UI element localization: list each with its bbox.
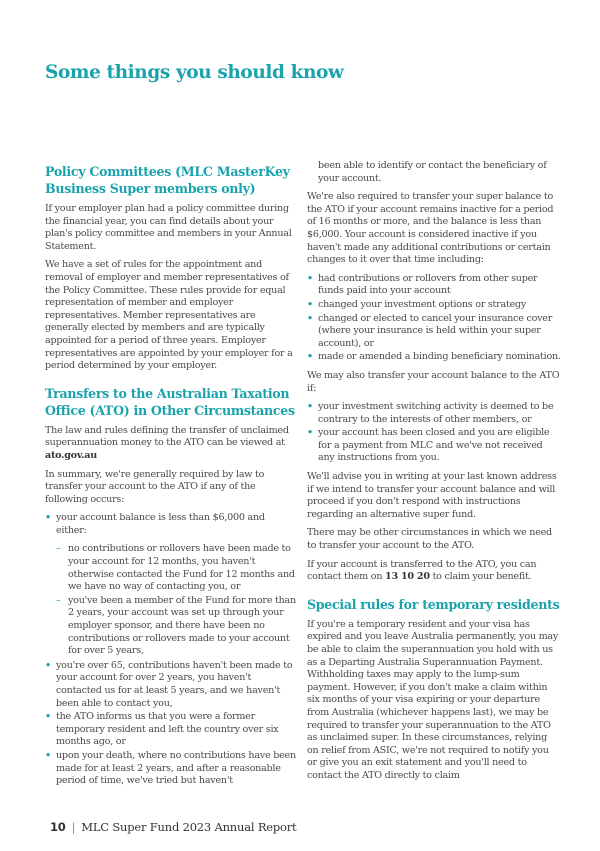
footer-separator: | — [71, 820, 76, 834]
ato-transfers-section — [45, 385, 297, 788]
right-column — [307, 160, 561, 789]
ato-transfers-heading: Transfers to the Australian Taxation Office (ATO) in Other Circumstances — [45, 385, 295, 418]
sub-list-item — [45, 595, 297, 658]
bullet-icon: • — [307, 272, 313, 284]
ato-phone-number: 13 10 20 — [385, 571, 430, 583]
inactive-paragraph: We're also required to transfer your super balance to the ATO if your account remains inactive for a period of 16 months or more, and the balance is less than $6,000. Your account is considered inactive if you haven't made any additional contributions or certain changes to it over that time including: — [307, 191, 554, 266]
sub-list-item — [45, 543, 297, 593]
ato-summary-paragraph: In summary, we're generally required by law to transfer your account to the ATO if any of the following occurs: — [45, 468, 265, 505]
bullet-icon: • — [45, 659, 51, 671]
list-item — [45, 512, 297, 658]
list-item-text: your investment switching activity is deemed to be contrary to the interests of other members, or — [318, 401, 554, 425]
contact-text-end: to claim your benefit. — [429, 571, 532, 583]
bullet-icon: • — [307, 401, 313, 413]
list-item — [307, 299, 561, 312]
sub-list-item-text: you've been a member of the Fund for more than 2 years, your account was set up through your employer sponsor, and there have been no contributions or rollovers made to your account for over 5 years, — [68, 594, 296, 657]
policy-committees-section — [45, 163, 297, 373]
bullet-icon: • — [307, 351, 313, 363]
list-item — [307, 351, 561, 364]
list-item-text: you're over 65, contributions haven't been made to your account for over 2 years, you haven't contacted us for at least 5 years, and we haven't been able to contact you, — [56, 659, 293, 709]
ato-website-link[interactable]: ato.gov.au — [45, 449, 97, 461]
may-transfer-paragraph: We may also transfer your account balance to the ATO if: — [307, 369, 560, 394]
other-circumstances-paragraph: There may be other circumstances in which we need to transfer your account to the ATO. — [307, 527, 552, 552]
list-item — [307, 273, 561, 298]
policy-paragraph-1: If your employer plan had a policy committee during the financial year, you can find details about your plan's policy committee and members in your Annual Statement. — [45, 203, 292, 252]
list-item — [307, 427, 561, 465]
inactive-changes-list — [307, 273, 561, 364]
bullet-icon: • — [307, 298, 313, 310]
ato-law-text: The law and rules defining the transfer of unclaimed superannuation money to the ATO can be viewed at — [45, 424, 289, 449]
list-item-text: the ATO informs us that you were a former temporary resident and left the country over six months ago, or — [56, 711, 279, 748]
temporary-residents-heading: Special rules for temporary residents — [307, 596, 560, 612]
bullet-continuation: been able to identify or contact the beneficiary of your account. — [318, 160, 547, 184]
page-number: 10 — [50, 820, 66, 834]
list-item-text: changed your investment options or strategy — [318, 298, 527, 310]
list-item-text: your account balance is less than $6,000 and either: — [56, 512, 265, 536]
list-item — [307, 401, 561, 426]
policy-committees-heading: Policy Committees (MLC MasterKey Business Super members only) — [45, 164, 290, 196]
bullet-icon: • — [307, 312, 313, 324]
temporary-residents-section — [307, 596, 561, 783]
ato-conditions-list — [45, 512, 297, 787]
ato-sub-conditions-list — [45, 543, 297, 657]
contact-ato-paragraph — [307, 559, 561, 584]
advise-paragraph: We'll advise you in writing at your last known address if we intend to transfer your account balance and will proceed if you don't respond with instructions regarding an alternative super fund. — [307, 471, 557, 520]
list-item-text: upon your death, where no contributions have been made for at least 2 years, and after a reasonable period of time, we've tried but haven't — [56, 749, 296, 787]
bullet-icon: • — [45, 711, 51, 723]
temporary-residents-paragraph: If you're a temporary resident and your visa has expired and you leave Australia permanently, you may be able to claim the superannuation you hold with us as a Departing Australia Superannuation Payment. Withholding taxes may apply to the lump-sum payment. However, if you don't make a claim within six months of your visa expiring or your departure from Australia (whichever happens last), we may be required to transfer your superannuation to the ATO as unclaimed super. In these circumstances, relying on relief from ASIC, we're not required to notify you or give you an exit statement and you'll need to contact the ATO directly to claim — [307, 618, 559, 781]
policy-paragraph-2: We have a set of rules for the appointment and removal of employer and member representatives of the Policy Committee. These rules provide for equal representation of member and employer representatives. Member representatives are generally elected by members and are typically appointed for a period of three years. Employer representatives are appointed by your employer for a period determined by your employer. — [45, 259, 293, 372]
list-item-text: had contributions or rollovers from other super funds paid into your account — [318, 272, 538, 297]
list-item — [45, 750, 297, 788]
left-column — [45, 163, 297, 794]
list-item — [45, 711, 297, 749]
list-item-text: your account has been closed and you are eligible for a payment from MLC and we've not received any instructions from you. — [318, 427, 550, 464]
list-item — [307, 313, 561, 351]
may-transfer-list — [307, 401, 561, 465]
contact-text: If your account is transferred to the ATO, you can contact them on — [307, 558, 537, 583]
report-title: MLC Super Fund 2023 Annual Report — [81, 820, 297, 834]
list-item — [45, 660, 297, 710]
bullet-icon: • — [45, 512, 51, 524]
bullet-icon: • — [45, 749, 51, 761]
list-item-text: changed or elected to cancel your insurance cover (where your insurance is held within your super account), or — [318, 312, 553, 349]
bullet-icon: • — [307, 427, 313, 439]
dash-icon: – — [56, 543, 61, 555]
page-footer — [50, 820, 296, 834]
ato-law-paragraph — [45, 425, 297, 463]
sub-list-item-text: no contributions or rollovers have been made to your account for 12 months, you haven't otherwise contacted the Fund for 12 months and we have no way of contacting you, or — [68, 543, 295, 593]
dash-icon: – — [56, 594, 61, 606]
page-title: Some things you should know — [45, 62, 344, 83]
list-item-text: made or amended a binding beneficiary nomination. — [318, 351, 561, 363]
